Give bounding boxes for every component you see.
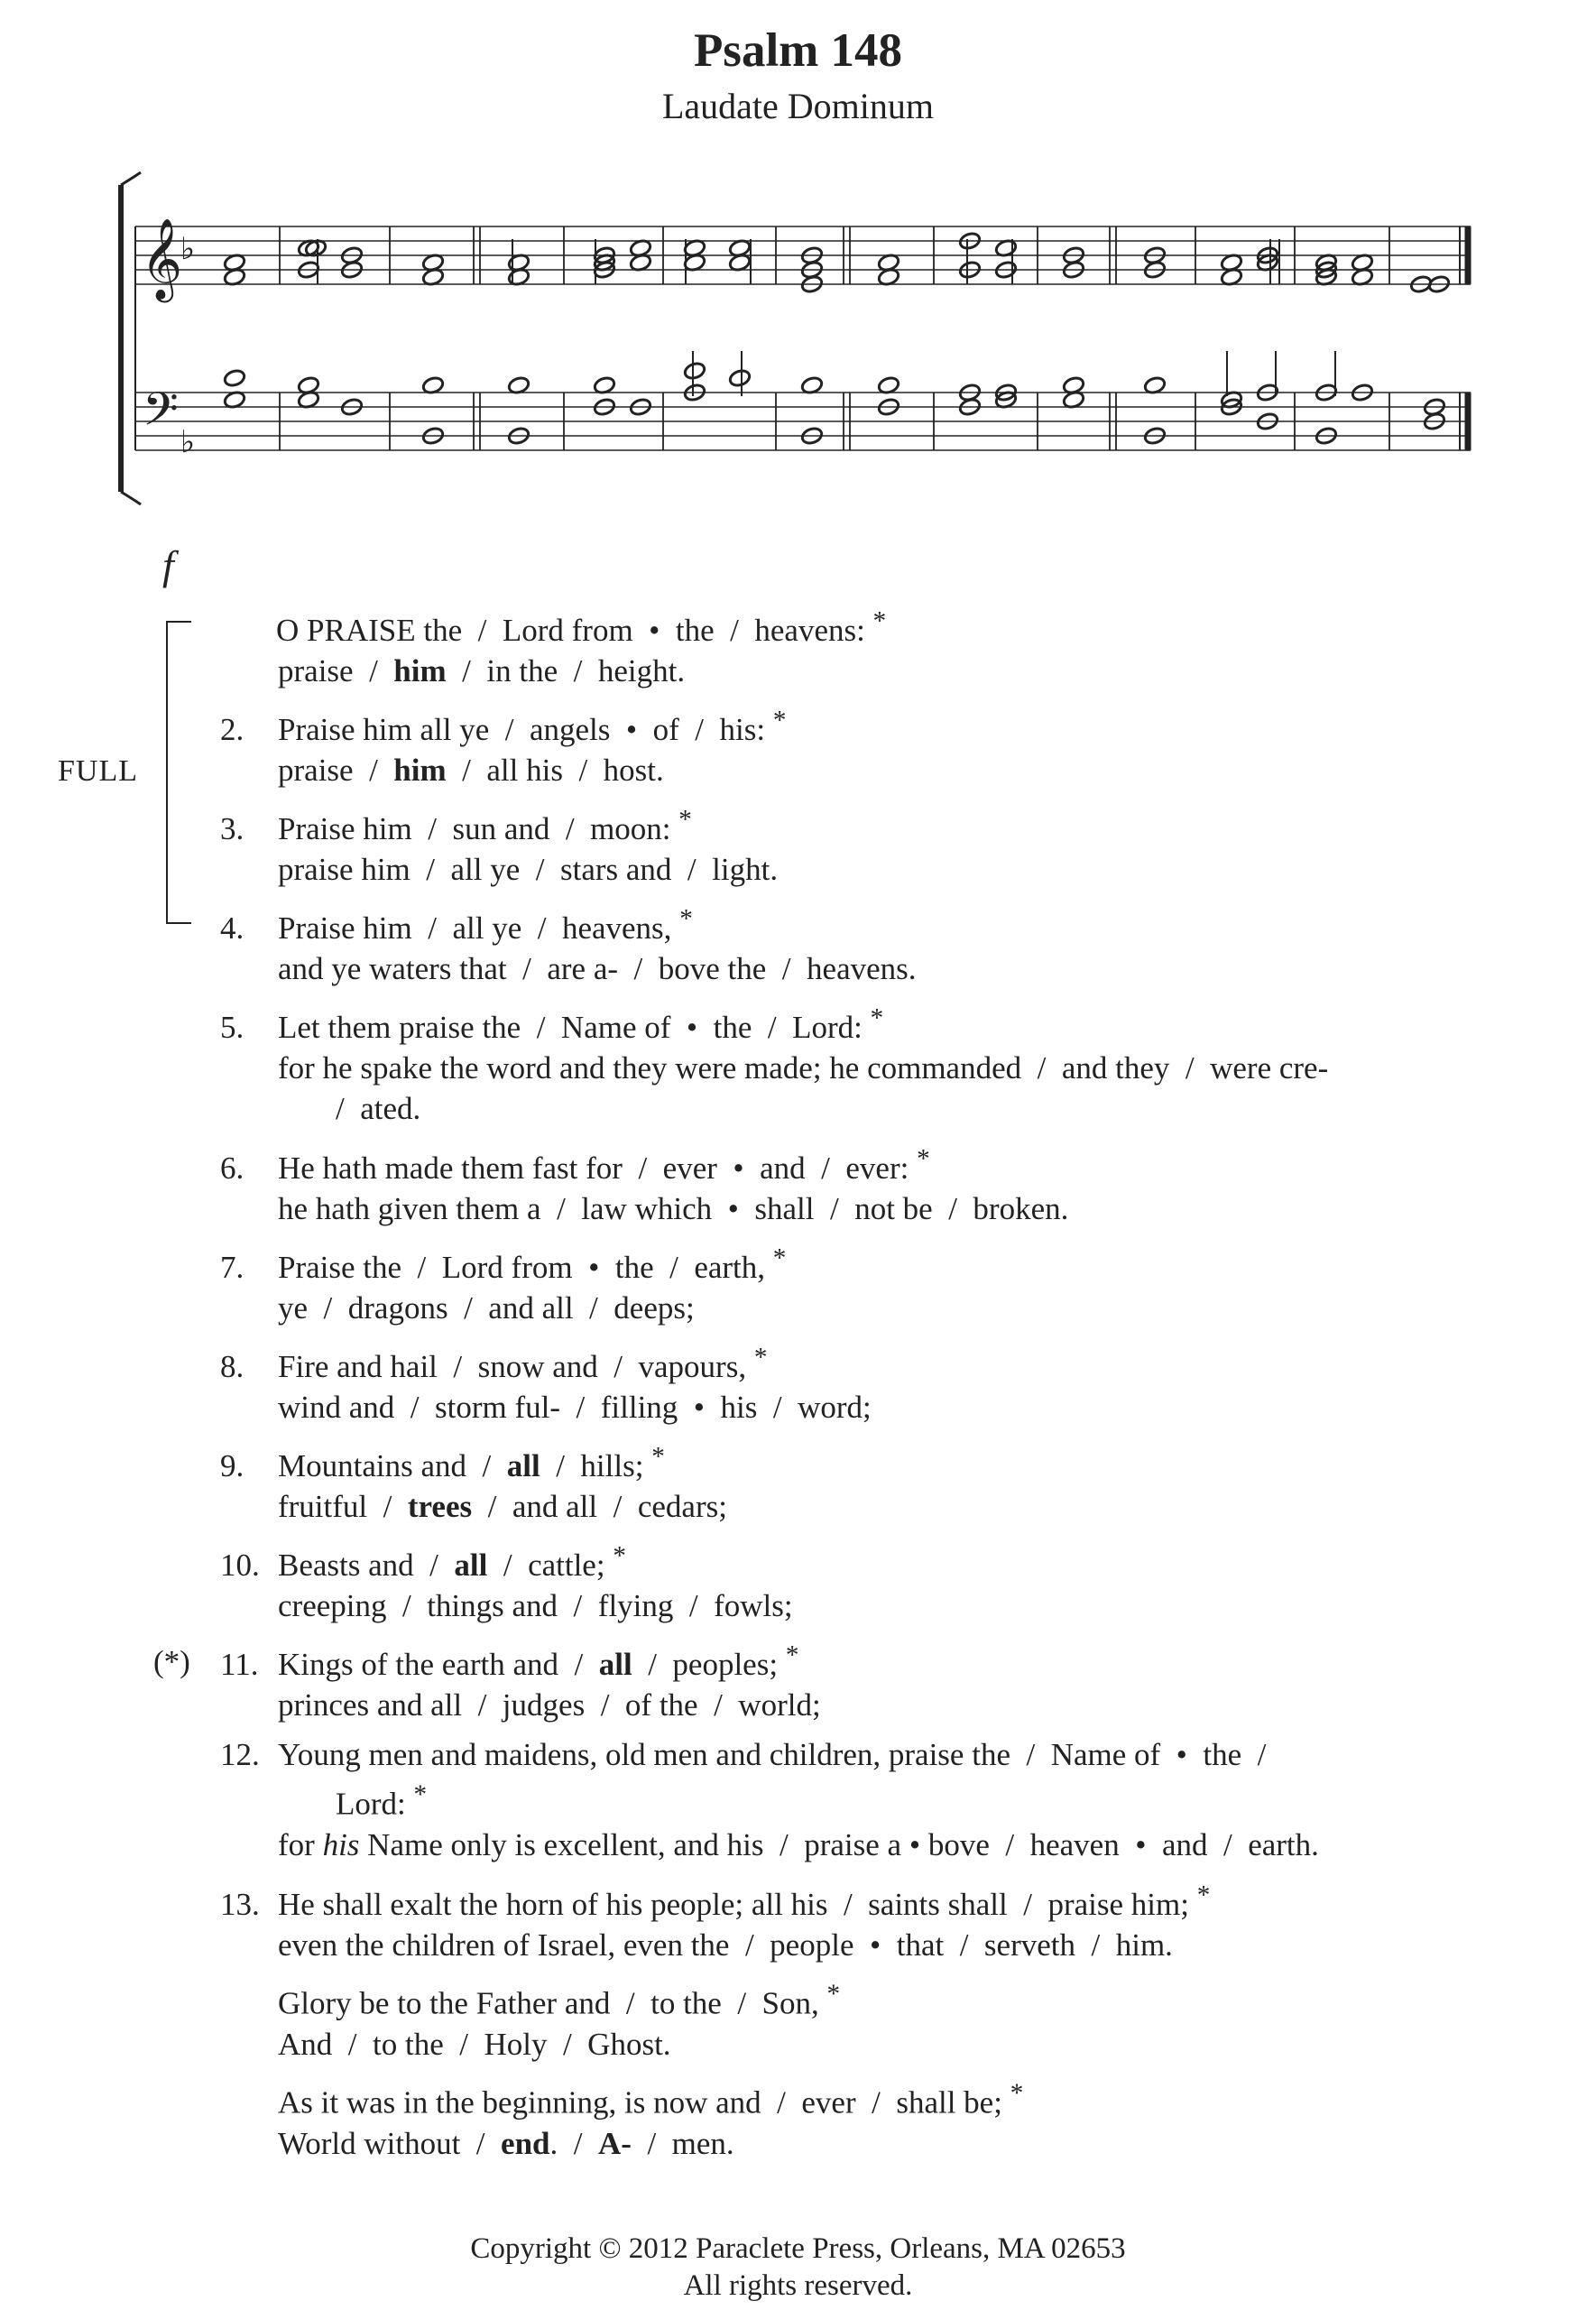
verse-11-marker: (*)	[153, 1644, 190, 1679]
copyright-line: Copyright © 2012 Paraclete Press, Orleans, MA 02653	[470, 2232, 1126, 2265]
verse-line: Glory be to the Father and / to the / Son, *	[278, 1980, 841, 2021]
verse-line: he hath given them a / law which • shall / not be / broken.	[278, 1190, 1069, 1226]
verse	[220, 1536, 1546, 1626]
verse	[220, 1974, 1546, 2065]
page-subtitle: Laudate Dominum	[661, 86, 935, 126]
verse-number: 7.	[220, 1249, 244, 1285]
verse-number: 9.	[220, 1447, 244, 1483]
verse-line: 13. He shall exalt the horn of his people; all his / saints shall / praise him; *	[220, 1875, 1546, 1925]
verse-line: for his Name only is excellent, and his / praise a • bove / heaven • and / earth.	[278, 1826, 1319, 1862]
verse-number: 3.	[220, 810, 244, 846]
system-bracket-bottom	[121, 492, 141, 504]
verse-line: praise / him / in the / height.	[278, 652, 686, 688]
verse-number: 10.	[220, 1547, 260, 1583]
verse-line: O PRAISE the / Lord from • the / heavens: *	[276, 606, 887, 648]
page-title: Psalm 148	[693, 24, 903, 77]
verse-line: 2. Praise him all ye / angels • of / his: *	[220, 700, 1546, 750]
verse	[220, 1437, 1546, 1527]
verse-line: praise him / all ye / stars and / light.	[278, 851, 779, 887]
verse-line: 9. Mountains and / all / hills; *	[220, 1437, 1546, 1486]
verse	[220, 998, 1546, 1129]
verse-line: 5. Let them praise the / Name of • the / Lord: *	[220, 998, 1546, 1048]
full-label: FULL	[58, 754, 138, 788]
verse-line: princes and all / judges / of the / world;	[278, 1686, 821, 1723]
verse-line: Lord: *	[336, 1780, 428, 1822]
verse-number: 13.	[220, 1886, 260, 1922]
system-bracket-top	[121, 172, 141, 185]
verse-line: even the children of Israel, even the / people • that / serveth / him.	[278, 1927, 1173, 1963]
verse-line: 4. Praise him / all ye / heavens, *	[220, 899, 1546, 948]
verse-number: 2.	[220, 711, 244, 747]
bass-clef-icon: 𝄢	[143, 382, 179, 448]
verse-number: 8.	[220, 1348, 244, 1384]
verse-line: for he spake the word and they were made; he commanded / and they / were cre-	[278, 1049, 1329, 1086]
copyright	[0, 2231, 1596, 2305]
verse	[220, 1238, 1546, 1328]
verse	[220, 2074, 1546, 2164]
verse-line: and ye waters that / are a- / bove the / heavens.	[278, 950, 917, 986]
verse-number: 11.	[220, 1646, 259, 1682]
note	[223, 368, 246, 388]
verse-line: 6. He hath made them fast for / ever • and / ever: *	[220, 1139, 1546, 1188]
rights-line: All rights reserved.	[683, 2269, 913, 2302]
verse	[220, 601, 1546, 691]
verse-line: As it was in the beginning, is now and / ever / shall be; *	[278, 2079, 1024, 2121]
verse-line: World without / end. / A- / men.	[278, 2125, 734, 2161]
verse	[220, 899, 1546, 989]
verse	[220, 1875, 1546, 1965]
verse-line: 11. Kings of the earth and / all / peoples; *	[220, 1635, 1546, 1685]
verse-line: 7. Praise the / Lord from • the / earth, *	[220, 1238, 1546, 1288]
verse	[220, 700, 1546, 790]
verse	[220, 799, 1546, 890]
verse	[220, 1139, 1546, 1229]
verse-line: creeping / things and / flying / fowls;	[278, 1587, 793, 1623]
verse-line: 3. Praise him / sun and / moon: *	[220, 799, 1546, 849]
treble-flat-icon: ♭	[180, 231, 196, 267]
verse	[220, 1337, 1546, 1428]
verse-line: fruitful / trees / and all / cedars;	[278, 1488, 727, 1524]
verse-line: praise / him / all his / host.	[278, 752, 664, 788]
treble-clef-icon: 𝄞	[141, 218, 183, 300]
verse-number: 6.	[220, 1150, 244, 1186]
verse-line: / ated.	[336, 1090, 421, 1126]
verse-line: wind and / storm ful- / filling • his / word;	[278, 1389, 872, 1425]
note	[728, 368, 752, 388]
note	[683, 361, 706, 381]
full-bracket	[166, 621, 191, 924]
verse-line: 8. Fire and hail / snow and / vapours, *	[220, 1337, 1546, 1387]
verse-number: 4.	[220, 910, 244, 946]
music-score	[108, 167, 1516, 546]
dynamic-marking: f	[162, 542, 174, 588]
verse-number: 12.	[220, 1737, 260, 1772]
verse-line: ye / dragons / and all / deeps;	[278, 1289, 695, 1326]
verse	[220, 1635, 1546, 1725]
verse-line: 12. Young men and maidens, old men and children, praise the / Name of • the /	[220, 1734, 1546, 1775]
verse-number: 5.	[220, 1009, 244, 1045]
verse-line: 10. Beasts and / all / cattle; *	[220, 1536, 1546, 1585]
bass-flat-icon: ♭	[180, 424, 196, 460]
verse	[220, 1734, 1546, 1865]
verse-line: And / to the / Holy / Ghost.	[278, 2026, 671, 2062]
